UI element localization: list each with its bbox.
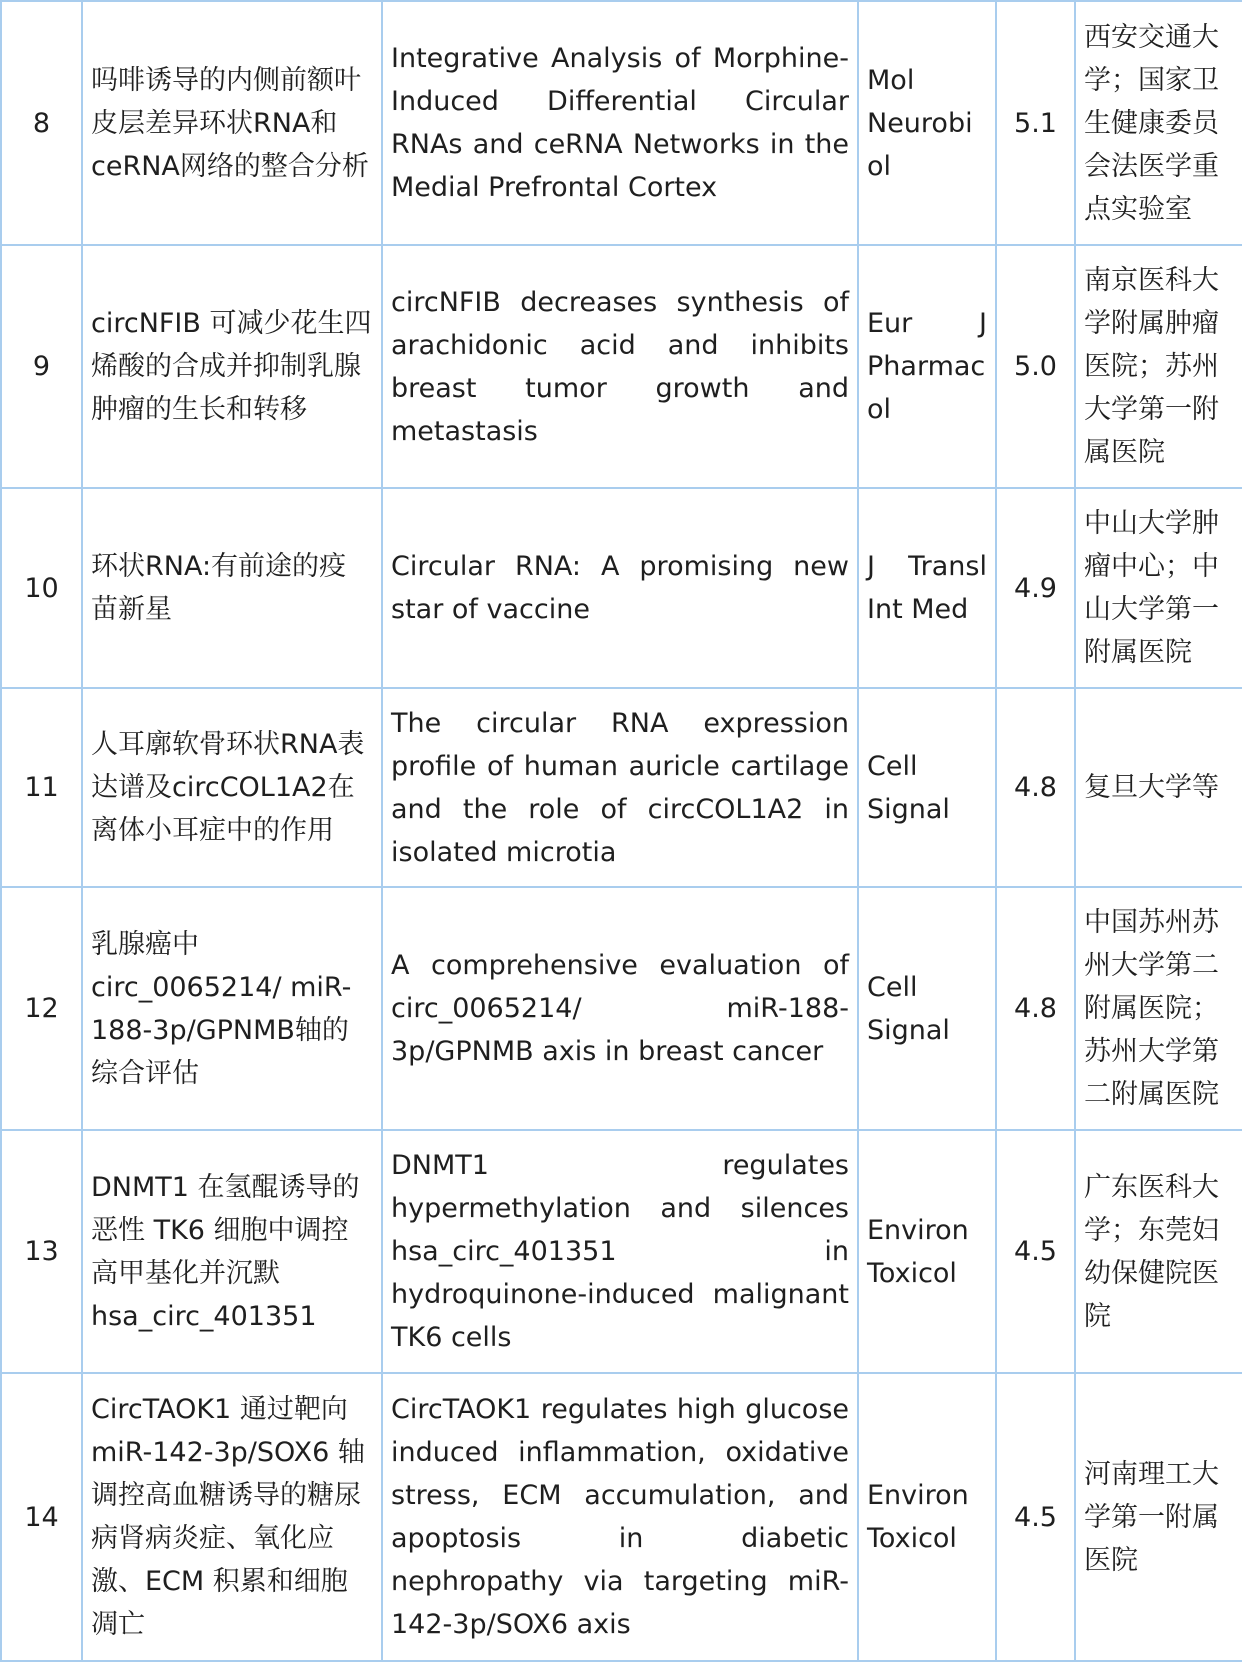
title-english: The circular RNA expression profile of human auricle cartilage and the role of circCOL1A2 in isolated microtia bbox=[382, 688, 858, 887]
title-english: Circular RNA: A promising new star of vaccine bbox=[382, 488, 858, 688]
journal-name: Cell Signal bbox=[858, 688, 996, 887]
title-english: CircTAOK1 regulates high glucose induced inflammation, oxidative stress, ECM accumulation, and apoptosis in diabetic nephropathy via targeting miR-142-3p/SOX6 axis bbox=[382, 1373, 858, 1661]
institution: 河南理工大学第一附属医院 bbox=[1075, 1373, 1242, 1661]
title-chinese: 人耳廓软骨环状RNA表达谱及circCOL1A2在离体小耳症中的作用 bbox=[82, 688, 382, 887]
title-chinese: 吗啡诱导的内侧前额叶皮层差异环状RNA和ceRNA网络的整合分析 bbox=[82, 1, 382, 245]
table-row bbox=[1, 488, 1242, 688]
institution: 广东医科大学；东莞妇幼保健院医院 bbox=[1075, 1130, 1242, 1373]
title-english: DNMT1 regulates hypermethylation and silences hsa_circ_401351 in hydroquinone-induced malignant TK6 cells bbox=[382, 1130, 858, 1373]
row-number: 10 bbox=[1, 488, 82, 688]
table-row bbox=[1, 245, 1242, 488]
row-number: 8 bbox=[1, 1, 82, 245]
row-number: 11 bbox=[1, 688, 82, 887]
impact-factor: 4.5 bbox=[996, 1130, 1075, 1373]
institution: 复旦大学等 bbox=[1075, 688, 1242, 887]
institution: 中山大学肿瘤中心；中山大学第一附属医院 bbox=[1075, 488, 1242, 688]
row-number: 13 bbox=[1, 1130, 82, 1373]
title-english: A comprehensive evaluation of circ_0065214/ miR-188-3p/GPNMB axis in breast cancer bbox=[382, 887, 858, 1130]
table-row bbox=[1, 688, 1242, 887]
journal-name: Cell Signal bbox=[858, 887, 996, 1130]
table-row bbox=[1, 1130, 1242, 1373]
table-row bbox=[1, 1, 1242, 245]
impact-factor: 4.5 bbox=[996, 1373, 1075, 1661]
impact-factor: 5.0 bbox=[996, 245, 1075, 488]
impact-factor: 4.8 bbox=[996, 887, 1075, 1130]
journal-name: Mol Neurobiol bbox=[858, 1, 996, 245]
institution: 西安交通大学；国家卫生健康委员会法医学重点实验室 bbox=[1075, 1, 1242, 245]
row-number: 14 bbox=[1, 1373, 82, 1661]
journal-name: J Transl Int Med bbox=[858, 488, 996, 688]
institution: 中国苏州苏州大学第二附属医院；苏州大学第二附属医院 bbox=[1075, 887, 1242, 1130]
journal-name: Environ Toxicol bbox=[858, 1130, 996, 1373]
title-chinese: 乳腺癌中circ_0065214/ miR-188-3p/GPNMB轴的综合评估 bbox=[82, 887, 382, 1130]
row-number: 12 bbox=[1, 887, 82, 1130]
impact-factor: 4.9 bbox=[996, 488, 1075, 688]
title-chinese: circNFIB 可减少花生四烯酸的合成并抑制乳腺肿瘤的生长和转移 bbox=[82, 245, 382, 488]
table-row bbox=[1, 1373, 1242, 1661]
title-english: circNFIB decreases synthesis of arachidonic acid and inhibits breast tumor growth and metastasis bbox=[382, 245, 858, 488]
title-chinese: CircTAOK1 通过靶向 miR-142-3p/SOX6 轴调控高血糖诱导的糖尿病肾病炎症、氧化应激、ECM 积累和细胞凋亡 bbox=[82, 1373, 382, 1661]
journal-name: Environ Toxicol bbox=[858, 1373, 996, 1661]
journal-name: Eur J Pharmacol bbox=[858, 245, 996, 488]
title-chinese: DNMT1 在氢醌诱导的恶性 TK6 细胞中调控高甲基化并沉默 hsa_circ_401351 bbox=[82, 1130, 382, 1373]
institution: 南京医科大学附属肿瘤医院；苏州大学第一附属医院 bbox=[1075, 245, 1242, 488]
row-number: 9 bbox=[1, 245, 82, 488]
impact-factor: 4.8 bbox=[996, 688, 1075, 887]
title-english: Integrative Analysis of Morphine-Induced Differential Circular RNAs and ceRNA Networks in the Medial Prefrontal Cortex bbox=[382, 1, 858, 245]
impact-factor: 5.1 bbox=[996, 1, 1075, 245]
table-row bbox=[1, 887, 1242, 1130]
title-chinese: 环状RNA:有前途的疫苗新星 bbox=[82, 488, 382, 688]
